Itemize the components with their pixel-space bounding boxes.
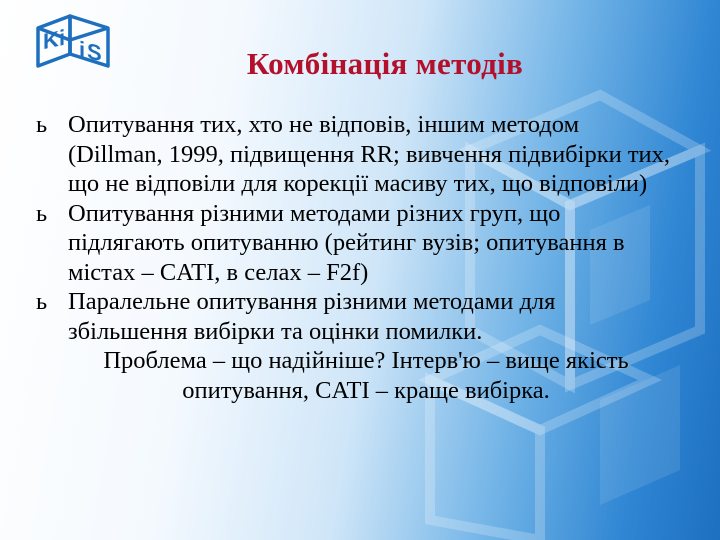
logo-letter-k: K xyxy=(43,26,59,55)
logo-letter-i-2: i xyxy=(79,36,86,63)
kiis-logo xyxy=(30,8,122,78)
bullet-text: Опитування тих, хто не відповів, іншим методом (Dillman, 1999, підвищення RR; вивчення підвибірки тих, що не відповіли для корекції масиву тих, що відповіли) xyxy=(68,111,671,197)
bullet-item xyxy=(36,110,676,199)
bullet-marker: ь xyxy=(36,288,48,315)
closing-statement: Проблема – що надійніше? Інтерв'ю – вище якість опитування, CATI – краще вибірка. xyxy=(103,347,629,404)
bullet-marker: ь xyxy=(36,111,48,138)
bullet-item xyxy=(36,199,676,288)
bullet-text: Паралельне опитування різними методами для збільшення вибірки та оцінки помилки. xyxy=(68,288,556,345)
logo-letter-s: S xyxy=(87,38,102,67)
logo-letter-i: i xyxy=(59,24,66,51)
bullet-item xyxy=(36,287,676,346)
bullet-text: Опитування різними методами різних груп, що підлягають опитуванню (рейтинг вузів; опитування в містах – CATI, в селах – F2f) xyxy=(68,199,625,286)
bullet-marker: ь xyxy=(36,199,48,227)
slide-content xyxy=(36,110,676,405)
slide-title: Комбінація методів xyxy=(246,46,524,81)
